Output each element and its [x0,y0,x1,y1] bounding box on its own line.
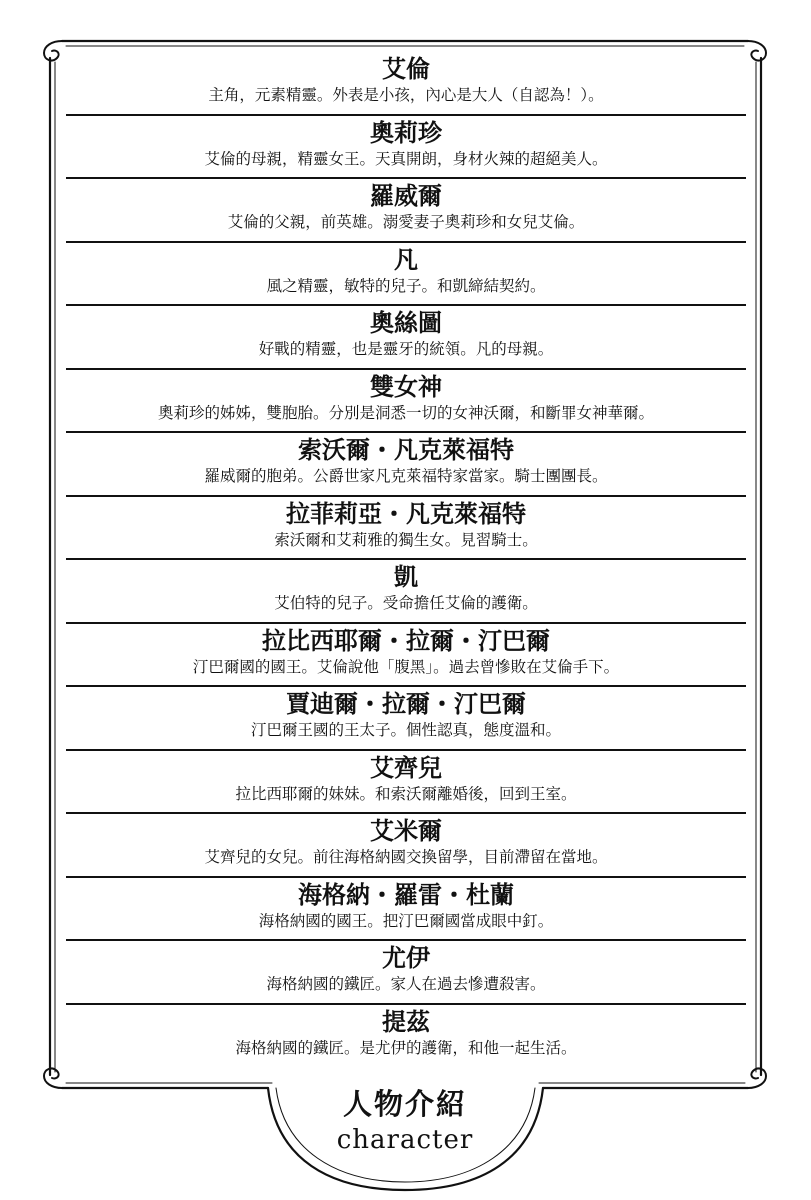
character-entry [66,941,746,1005]
character-description: 主角，元素精靈。外表是小孩，內心是大人（自認為！）。 [208,86,604,104]
character-entry [66,560,746,624]
character-entry [66,243,746,307]
character-name: 奧絲圖 [370,308,442,337]
character-entry [66,814,746,878]
character-name: 海格納・羅雷・杜蘭 [298,879,514,909]
character-entry [66,116,746,180]
character-description: 拉比西耶爾的妹妹。和索沃爾離婚後，回到王室。 [235,784,577,803]
section-subtitle: character [336,1125,474,1155]
character-name: 艾倫 [382,54,430,83]
character-name: 賈迪爾・拉爾・汀巴爾 [286,689,526,718]
character-entry [66,687,746,751]
character-entry [66,433,746,497]
character-entry [66,1005,746,1069]
character-description: 奧莉珍的姊姊，雙胞胎。分別是洞悉一切的女神沃爾，和斷罪女神華爾。 [157,403,654,422]
character-description: 好戰的精靈，也是靈牙的統領。凡的母親。 [258,340,554,358]
character-entry [66,179,746,243]
character-entry [66,306,746,370]
character-name: 凱 [394,562,418,591]
character-description: 羅威爾的胞弟。公爵世家凡克萊福特家當家。騎士團團長。 [204,467,608,485]
character-description: 海格納國的鐵匠。是尤伊的護衛，和他一起生活。 [235,1038,577,1057]
character-description: 艾齊兒的女兒。前往海格納國交換留學，目前滯留在當地。 [204,848,608,866]
section-title: 人物介紹 [342,1087,467,1121]
character-entry [66,878,746,942]
character-description: 汀巴爾國的國王。艾倫說他「腹黑」。過去曾慘敗在艾倫手下。 [192,657,620,676]
character-description: 海格納國的鐵匠。家人在過去慘遭殺害。 [266,975,546,993]
corner-ornament-bottom-right [748,1069,766,1088]
character-entry [66,370,746,434]
character-name: 凡 [394,244,418,274]
character-name: 奧莉珍 [370,117,442,147]
character-description: 艾伯特的兒子。受命擔任艾倫的護衛。 [274,594,538,612]
character-description: 海格納國的國王。把汀巴爾國當成眼中釘。 [258,911,554,930]
character-name: 拉比西耶爾・拉爾・汀巴爾 [262,625,550,655]
character-description: 索沃爾和艾莉雅的獨生女。見習騎士。 [274,530,538,549]
character-description: 艾倫的父親，前英雄。溺愛妻子奧莉珍和女兒艾倫。 [227,213,585,231]
character-name: 雙女神 [370,371,442,401]
character-name: 艾齊兒 [370,752,442,782]
corner-ornament-top-right [748,41,766,60]
character-name: 羅威爾 [370,181,442,210]
character-entry [66,497,746,561]
character-name: 拉菲莉亞・凡克萊福特 [286,498,526,528]
character-entry [66,624,746,688]
character-name: 艾米爾 [370,816,442,845]
character-entry [66,52,746,116]
character-description: 汀巴爾王國的王太子。個性認真，態度溫和。 [250,721,561,739]
character-list [66,52,746,1068]
character-entry [66,751,746,815]
character-description: 艾倫的母親，精靈女王。天真開朗，身材火辣的超絕美人。 [204,149,608,168]
character-name: 尤伊 [382,943,430,972]
character-description: 風之精靈，敏特的兒子。和凱締結契約。 [266,276,546,295]
corner-ornament-top-left [44,41,62,60]
corner-ornament-bottom-left [44,1069,62,1088]
character-name: 提茲 [382,1006,430,1036]
character-name: 索沃爾・凡克萊福特 [298,435,514,464]
